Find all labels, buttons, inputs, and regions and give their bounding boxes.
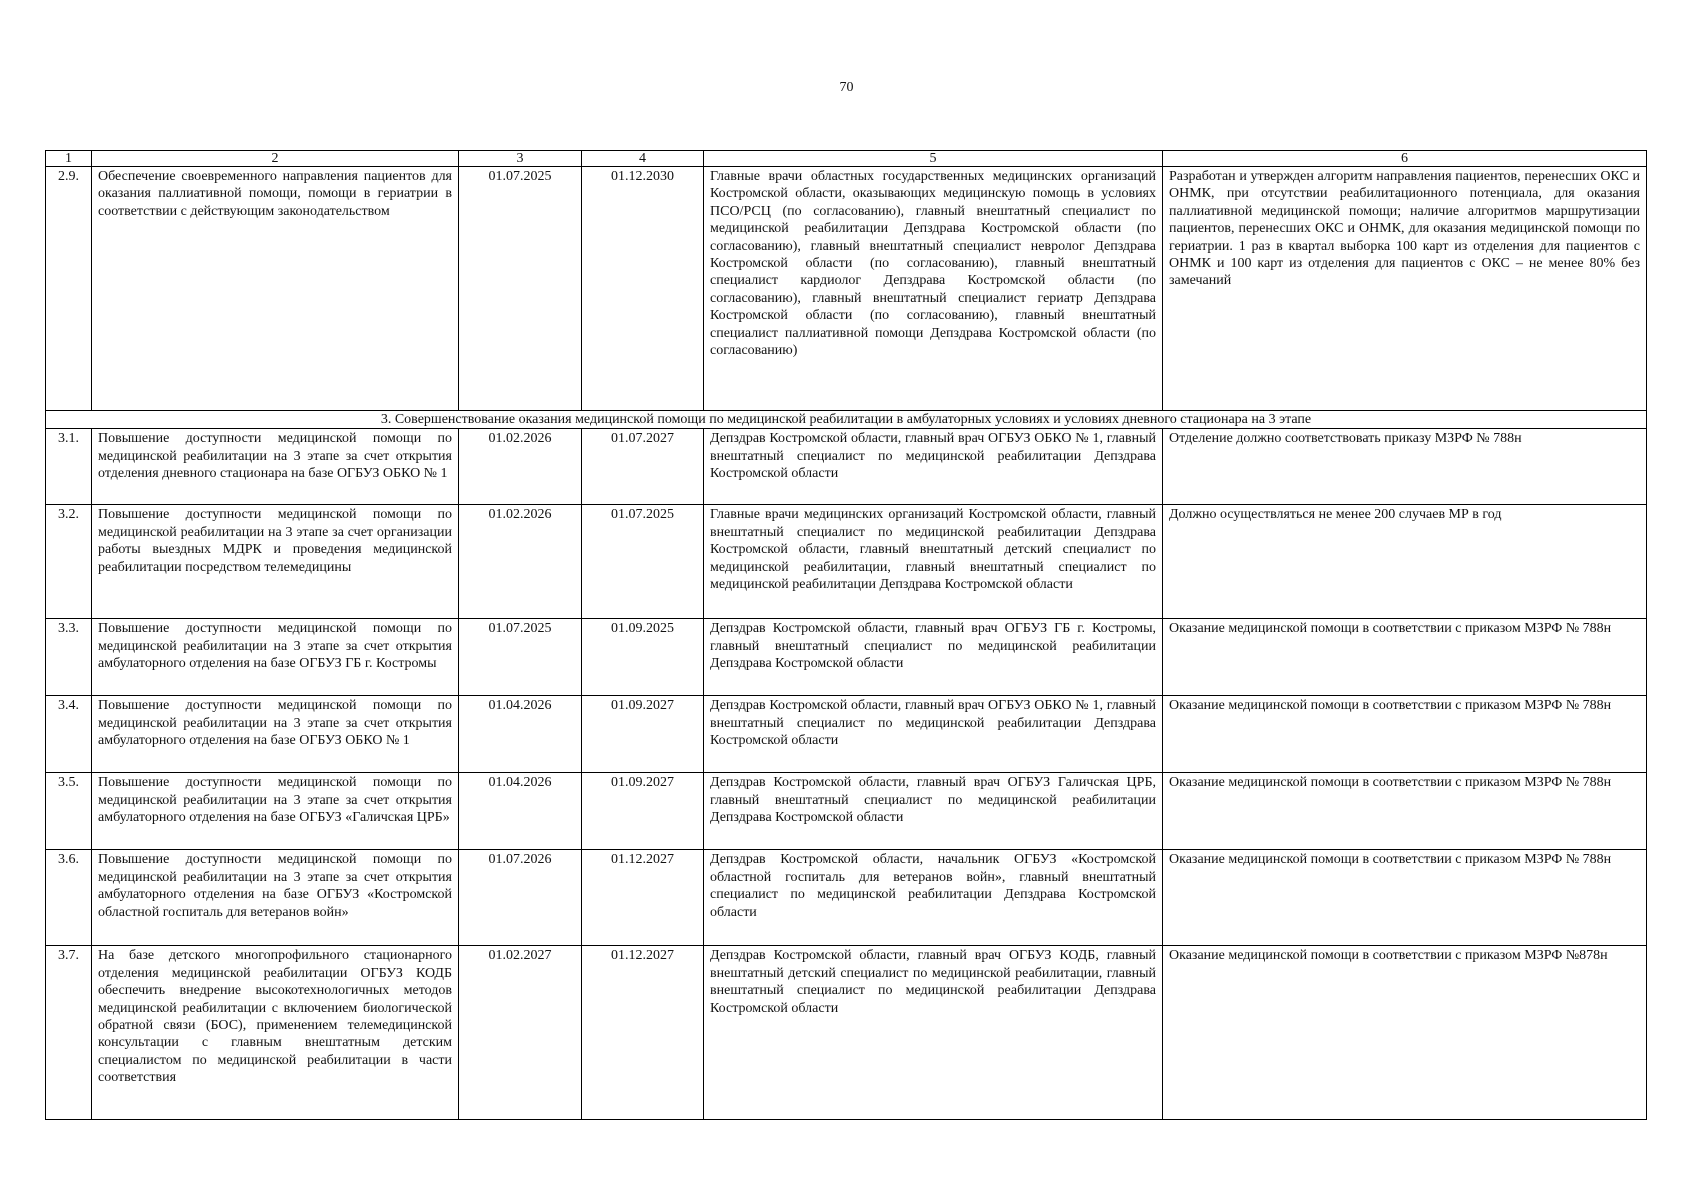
result-cell: Оказание медицинской помощи в соответствии с приказом МЗРФ № 788н: [1163, 850, 1647, 946]
responsible-cell: Депздрав Костромской области, главный врач ОГБУЗ ОБКО № 1, главный внештатный специалист по медицинской реабилитации Депздрава Костромской области: [704, 696, 1163, 773]
table-row: [46, 619, 1647, 696]
start-date-cell: 01.02.2026: [459, 429, 582, 505]
row-number: 3.4.: [46, 696, 92, 773]
end-date-cell: 01.07.2025: [582, 505, 704, 619]
section-title: 3. Совершенствование оказания медицинской помощи по медицинской реабилитации в амбулаторных условиях и условиях дневного стационара на 3 этапе: [46, 411, 1647, 429]
row-number: 2.9.: [46, 167, 92, 411]
table-row: [46, 773, 1647, 850]
column-header: 4: [582, 151, 704, 167]
end-date-cell: 01.07.2027: [582, 429, 704, 505]
start-date-cell: 01.02.2026: [459, 505, 582, 619]
column-header: 1: [46, 151, 92, 167]
table-row: [46, 696, 1647, 773]
column-header: 3: [459, 151, 582, 167]
table-row: [46, 505, 1647, 619]
end-date-cell: 01.12.2027: [582, 850, 704, 946]
result-cell: Оказание медицинской помощи в соответствии с приказом МЗРФ № 788н: [1163, 773, 1647, 850]
table-row: [46, 850, 1647, 946]
result-cell: Отделение должно соответствовать приказу МЗРФ № 788н: [1163, 429, 1647, 505]
responsible-cell: Главные врачи областных государственных медицинских организаций Костромской области, оказывающих медицинскую помощь в условиях ПСО/РСЦ (по согласованию), главный внештатный специалист по медицинской реабилитации Депздрава Костромской области (по согласованию), главный внештатный специалист невролог Депздрава Костромской области (по согласованию), главный внештатный специалист кардиолог Депздрава Костромской области (по согласованию), главный внештатный специалист гериатр Депздрава Костромской области (по согласованию), главный внештатный специалист паллиативной помощи Депздрава Костромской области (по согласованию): [704, 167, 1163, 411]
start-date-cell: 01.07.2025: [459, 619, 582, 696]
measure-cell: На базе детского многопрофильного стационарного отделения медицинской реабилитации ОГБУЗ КОДБ обеспечить внедрение высокотехнологичных методов медицинской реабилитации с включением биологической обратной связи (БОС), применением телемедицинской консультации с главным внештатным детским специалистом по медицинской реабилитации в части соответствия: [92, 946, 459, 1120]
end-date-cell: 01.09.2025: [582, 619, 704, 696]
end-date-cell: 01.12.2030: [582, 167, 704, 411]
responsible-cell: Депздрав Костромской области, главный врач ОГБУЗ КОДБ, главный внештатный детский специалист по медицинской реабилитации, главный внештатный специалист по медицинской реабилитации Депздрава Костромской области: [704, 946, 1163, 1120]
measure-cell: Повышение доступности медицинской помощи по медицинской реабилитации на 3 этапе за счет открытия амбулаторного отделения на базе ОГБУЗ «Костромской областной госпиталь для ветеранов войн»: [92, 850, 459, 946]
start-date-cell: 01.07.2025: [459, 167, 582, 411]
start-date-cell: 01.07.2026: [459, 850, 582, 946]
measure-cell: Повышение доступности медицинской помощи по медицинской реабилитации на 3 этапе за счет организации работы выездных МДРК и проведения медицинской реабилитации посредством телемедицины: [92, 505, 459, 619]
responsible-cell: Главные врачи медицинских организаций Костромской области, главный внештатный специалист по медицинской реабилитации Депздрава Костромской области, главный внештатный детский специалист по медицинской реабилитации, главный внештатный специалист по медицинской реабилитации Депздрава Костромской области: [704, 505, 1163, 619]
end-date-cell: 01.09.2027: [582, 773, 704, 850]
end-date-cell: 01.12.2027: [582, 946, 704, 1120]
column-header: 6: [1163, 151, 1647, 167]
result-cell: Разработан и утвержден алгоритм направления пациентов, перенесших ОКС и ОНМК, при отсутствии реабилитационного потенциала, для оказания паллиативной медицинской помощи; наличие алгоритмов маршрутизации пациентов, перенесших ОКС и ОНМК, для оказания медицинской помощи по гериатрии. 1 раз в квартал выборка 100 карт из отделения для пациентов с ОНМК и 100 карт из отделения для пациентов с ОКС – не менее 80% без замечаний: [1163, 167, 1647, 411]
responsible-cell: Депздрав Костромской области, главный врач ОГБУЗ Галичская ЦРБ, главный внештатный специалист по медицинской реабилитации Депздрава Костромской области: [704, 773, 1163, 850]
row-number: 3.2.: [46, 505, 92, 619]
plan-table: [45, 150, 1647, 1120]
responsible-cell: Депздрав Костромской области, главный врач ОГБУЗ ГБ г. Костромы, главный внештатный специалист по медицинской реабилитации Депздрава Костромской области: [704, 619, 1163, 696]
table-row: [46, 946, 1647, 1120]
result-cell: Должно осуществляться не менее 200 случаев МР в год: [1163, 505, 1647, 619]
responsible-cell: Депздрав Костромской области, начальник ОГБУЗ «Костромской областной госпиталь для ветеранов войн», главный внештатный специалист по медицинской реабилитации Депздрава Костромской области: [704, 850, 1163, 946]
result-cell: Оказание медицинской помощи в соответствии с приказом МЗРФ № 788н: [1163, 696, 1647, 773]
section-row: [46, 411, 1647, 429]
table-row: [46, 429, 1647, 505]
column-number-row: [46, 151, 1647, 167]
result-cell: Оказание медицинской помощи в соответствии с приказом МЗРФ № 788н: [1163, 619, 1647, 696]
column-header: 5: [704, 151, 1163, 167]
measure-cell: Повышение доступности медицинской помощи по медицинской реабилитации на 3 этапе за счет открытия отделения дневного стационара на базе ОГБУЗ ОБКО № 1: [92, 429, 459, 505]
start-date-cell: 01.02.2027: [459, 946, 582, 1120]
responsible-cell: Депздрав Костромской области, главный врач ОГБУЗ ОБКО № 1, главный внештатный специалист по медицинской реабилитации Депздрава Костромской области: [704, 429, 1163, 505]
row-number: 3.7.: [46, 946, 92, 1120]
start-date-cell: 01.04.2026: [459, 773, 582, 850]
end-date-cell: 01.09.2027: [582, 696, 704, 773]
table-row: [46, 167, 1647, 411]
row-number: 3.3.: [46, 619, 92, 696]
result-cell: Оказание медицинской помощи в соответствии с приказом МЗРФ №878н: [1163, 946, 1647, 1120]
row-number: 3.5.: [46, 773, 92, 850]
column-header: 2: [92, 151, 459, 167]
start-date-cell: 01.04.2026: [459, 696, 582, 773]
measure-cell: Обеспечение своевременного направления пациентов для оказания паллиативной помощи, помощи в гериатрии в соответствии с действующим законодательством: [92, 167, 459, 411]
measure-cell: Повышение доступности медицинской помощи по медицинской реабилитации на 3 этапе за счет открытия амбулаторного отделения на базе ОГБУЗ ОБКО № 1: [92, 696, 459, 773]
row-number: 3.6.: [46, 850, 92, 946]
page-number: 70: [839, 80, 854, 95]
measure-cell: Повышение доступности медицинской помощи по медицинской реабилитации на 3 этапе за счет открытия амбулаторного отделения на базе ОГБУЗ ГБ г. Костромы: [92, 619, 459, 696]
measure-cell: Повышение доступности медицинской помощи по медицинской реабилитации на 3 этапе за счет открытия амбулаторного отделения на базе ОГБУЗ «Галичская ЦРБ»: [92, 773, 459, 850]
row-number: 3.1.: [46, 429, 92, 505]
